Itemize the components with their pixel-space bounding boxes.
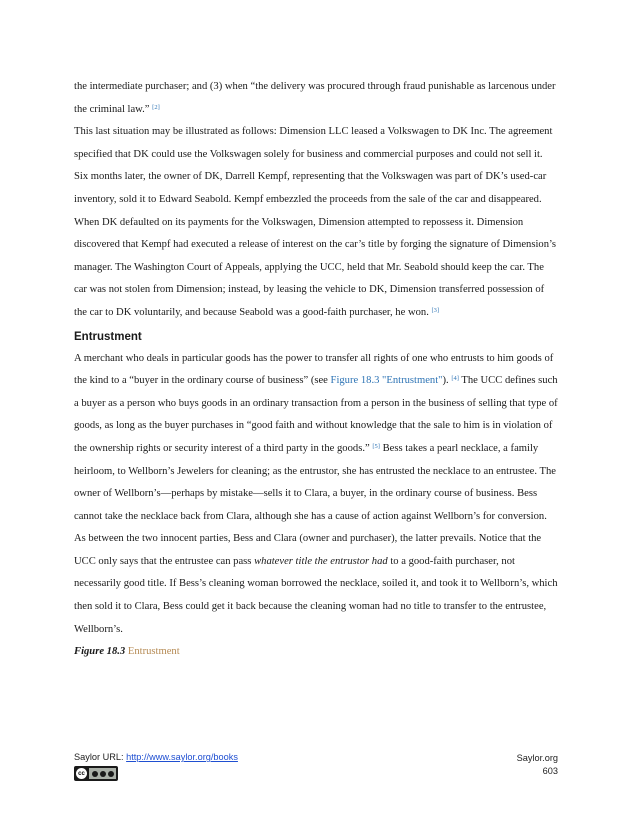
by-icon — [92, 771, 98, 777]
figure-title: Entrustment — [127, 646, 180, 658]
footer-saylor-link[interactable]: http://www.saylor.org/books — [126, 752, 238, 762]
figure-link[interactable]: Figure 18.3 "Entrustment" — [330, 375, 443, 387]
creative-commons-icon — [74, 766, 118, 781]
nc-icon — [100, 771, 106, 777]
sa-icon — [108, 771, 114, 777]
footnote-ref-3[interactable]: [3] — [431, 306, 440, 314]
paragraph-3-text-e: to a good-faith purchaser, not necessarily good title. If Bess’s cleaning woman borrowed the necklace, soiled it, and took it to Wellborn’s, which then sold it to Clara, Bess could get it back because the cleaning woman had no title to transfer to the entrustee, Wellborn’s. — [74, 555, 558, 635]
document-body — [74, 76, 558, 664]
footnote-ref-5[interactable]: [5] — [372, 442, 380, 450]
paragraph-3-italic: whatever title the entrustor had — [254, 555, 388, 567]
figure-caption — [74, 641, 558, 664]
cc-icon: cc — [76, 768, 87, 779]
footer-source — [74, 752, 238, 762]
footer-site: Saylor.org — [516, 753, 558, 763]
footnote-ref-2[interactable]: [2] — [152, 103, 160, 111]
footer-saylor-prefix: Saylor URL: — [74, 752, 124, 762]
paragraph-3-text-d: Bess takes a pearl necklace, a family heirloom, to Wellborn’s Jewelers for cleaning; as the entrustor, she has entrusted the necklace to an entrustee. The owner of Wellborn’s—perhaps by mistake—sells it to Clara, a buyer, in the ordinary course of business. Bess cannot take the necklace back from Clara, although she has a cause of action against Wellborn’s for conversion. As between the two innocent parties, Bess and Clara (owner and purchaser), the latter prevails. Notice that the UCC only says that the entrustee can pass — [74, 442, 556, 567]
license-attribution-icons — [89, 768, 116, 779]
paragraph-3 — [74, 348, 558, 642]
paragraph-1 — [74, 76, 558, 121]
footer-right — [517, 752, 558, 777]
paragraph-3-text-b: ). — [442, 375, 449, 387]
page-number: 603 — [542, 765, 558, 776]
paragraph-3-text-c: The UCC defines such a buyer as a person who buys goods in an ordinary transaction from a person in the business of selling that type of goods, as long as the buyer purchases in “good faith and without knowledge that the sale to him is in violation of the ownership rights or security interest of a third party in the goods.” — [74, 375, 558, 454]
section-heading-entrustment: Entrustment — [74, 330, 142, 343]
paragraph-3-text-a: A merchant who deals in particular goods has the power to transfer all rights of one who entrusts to him goods of the kind to a “buyer in the ordinary course of business” (see — [74, 352, 554, 387]
footnote-ref-4[interactable]: [4] — [451, 375, 459, 383]
paragraph-2 — [74, 121, 558, 324]
paragraph-2-text: This last situation may be illustrated as follows: Dimension LLC leased a Volkswagen to DK Inc. The agreement specified that DK could use the Volkswagen solely for business and commercial purposes and could not sell it. Six months later, the owner of DK, Darrell Kempf, representing that the Volkswagen was part of DK’s used-car inventory, sold it to Edward Seabold. Kempf embezzled the proceeds from the sale of the car and disappeared. When DK defaulted on its payments for the Volkswagen, Dimension attempted to repossess it. Dimension discovered that Kempf had executed a release of interest on the car’s title by forging the signature of Dimension’s manager. The Washington Court of Appeals, applying the UCC, held that Mr. Seabold should keep the car. The car was not stolen from Dimension; instead, by leasing the vehicle to DK, Dimension transferred possession of the car to DK voluntarily, and because Seabold was a good-faith purchaser, he won. — [74, 126, 557, 318]
figure-label: Figure 18.3 — [74, 646, 126, 658]
paragraph-1-text: the intermediate purchaser; and (3) when “the delivery was procured through fraud punishable as larcenous under the criminal law.” — [74, 81, 556, 115]
